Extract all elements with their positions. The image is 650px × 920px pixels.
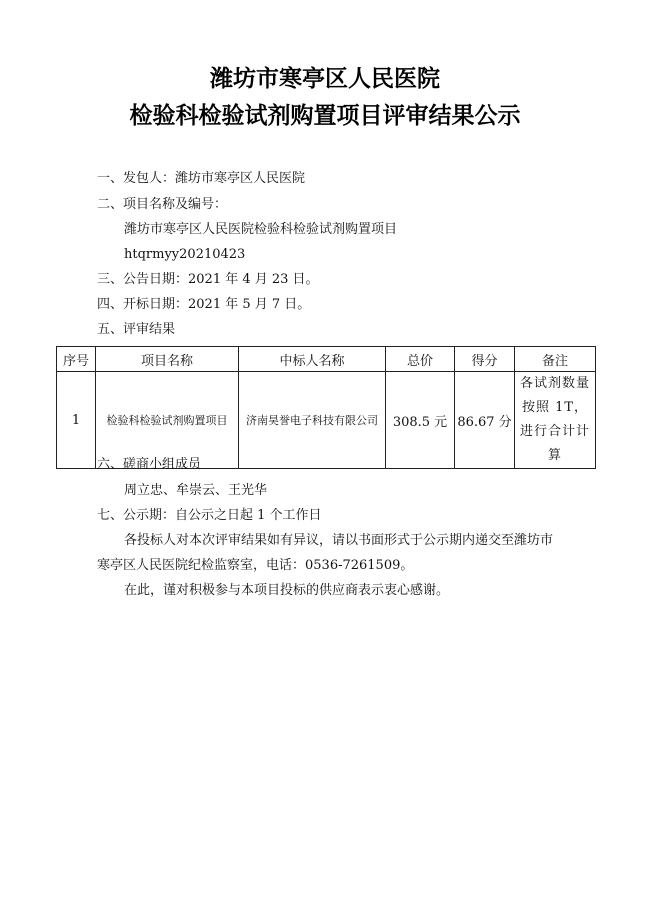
- cell-note: 各试剂数量按照 1T，进行合计计算: [515, 372, 596, 469]
- cell-price: 308.5 元: [386, 372, 455, 469]
- header-score: 得分: [455, 347, 515, 372]
- document-title-line1: 潍坊市寒亭区人民医院: [210, 66, 440, 92]
- table-row: [57, 372, 596, 469]
- header-project: 项目名称: [96, 347, 239, 372]
- header-note: 备注: [515, 347, 596, 372]
- objection-line2: 寒亭区人民医院纪检监察室，电话：0536-7261509。: [97, 558, 414, 573]
- group-members: 周立忠、牟崇云、王光华: [124, 483, 268, 498]
- header-no: 序号: [57, 347, 96, 372]
- announce-date-line: 三、公告日期：2021 年 4 月 23 日。: [97, 272, 319, 287]
- table-header-row: [57, 347, 596, 372]
- project-heading: 二、项目名称及编号：: [97, 197, 228, 212]
- cell-winner: 济南昊誉电子科技有限公司: [239, 372, 386, 469]
- project-code: htqrmyy20210423: [124, 247, 246, 262]
- results-table: [56, 346, 596, 469]
- project-name: 潍坊市寒亭区人民医院检验科检验试剂购置项目: [124, 222, 398, 237]
- period-line: 七、公示期：自公示之日起 1 个工作日: [97, 508, 322, 523]
- group-heading: 六、磋商小组成员: [97, 457, 202, 472]
- purchaser-line: 一、发包人：潍坊市寒亭区人民医院: [97, 171, 306, 186]
- bid-open-date-line: 四、开标日期：2021 年 5 月 7 日。: [97, 297, 311, 312]
- cell-project: 检验科检验试剂购置项目: [96, 372, 239, 469]
- result-heading: 五、评审结果: [97, 322, 176, 337]
- document-title-line2: 检验科检验试剂购置项目评审结果公示: [129, 103, 521, 129]
- cell-no: 1: [57, 372, 96, 469]
- objection-line1: 各投标人对本次评审结果如有异议，请以书面形式于公示期内递交至潍坊市: [124, 533, 554, 548]
- thanks-line: 在此，谨对积极参与本项目投标的供应商表示衷心感谢。: [124, 583, 450, 598]
- cell-score: 86.67 分: [455, 372, 515, 469]
- header-price: 总价: [386, 347, 455, 372]
- header-winner: 中标人名称: [239, 347, 386, 372]
